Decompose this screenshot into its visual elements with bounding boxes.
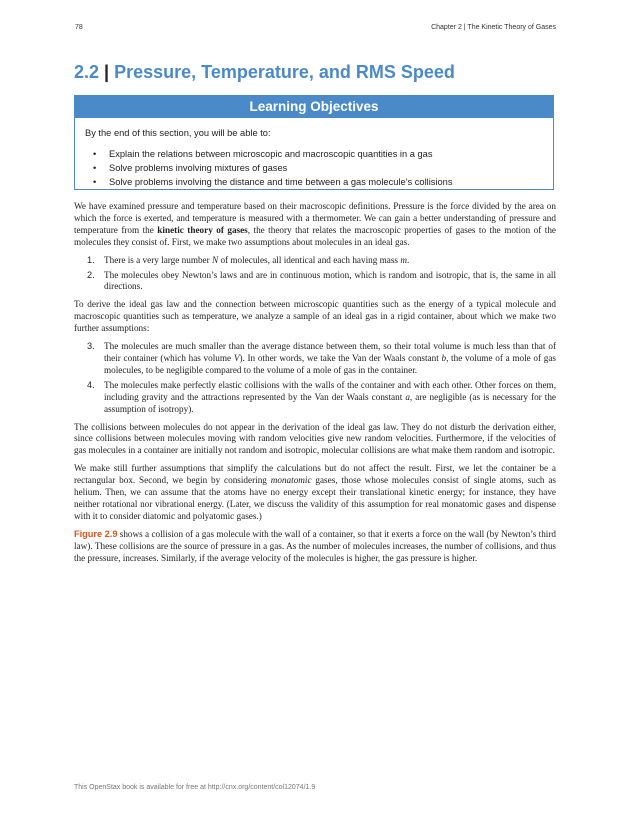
assumption-item: [74, 380, 556, 416]
section-title: [74, 62, 455, 83]
assumption-list-2: [74, 341, 556, 415]
text-run: There is a very large number: [104, 254, 212, 265]
paragraph-figure-description: [74, 529, 556, 565]
assumption-item: [74, 341, 556, 377]
text-run: ). In other words, we take the Van der Waals constant: [239, 352, 442, 363]
variable-b: b: [441, 352, 447, 363]
paragraph-further-assumptions: [74, 463, 556, 523]
bullet-icon: •: [93, 177, 97, 187]
list-number: 1.: [87, 254, 95, 265]
footer-text: This OpenStax book is available for free at http://cnx.org/content/col12074/1.9: [74, 784, 316, 791]
learning-objective-item: [85, 147, 453, 161]
text-run: We have examined pressure and temperature based on their macroscopic definitions. Pressure is the force divided by the area on which the force is exerted, and temperature is measured with a thermometer. We can gain a better understanding of pressure and temperature from the: [74, 201, 556, 235]
figure-link[interactable]: Figure 2.9: [74, 528, 118, 539]
learning-objectives-intro: By the end of this section, you will be able to:: [85, 128, 271, 138]
bullet-icon: •: [93, 163, 97, 173]
text-run: shows a collision of a gas molecule with the wall of a container, so that it exerts a force on the wall (by Newton’s third law). These collisions are the source of pressure in a gas. As the number of molecules increases, the number of collisions, and thus the pressure, increases. Similarly, if the average velocity of the molecules is higher, the gas pressure is higher.: [74, 528, 557, 563]
paragraph-derivation: To derive the ideal gas law and the connection between microscopic quantities such as the energy of a typical molecule and macroscopic quantities such as temperature, we analyze a sample of an ideal gas in a rigid container, about which we make two further assumptions:: [74, 299, 556, 334]
variable-n: N: [212, 254, 219, 265]
paragraph-intro: [74, 201, 556, 249]
assumption-list-1: [74, 255, 556, 294]
paragraph-collisions: The collisions between molecules do not appear in the derivation of the ideal gas law. They do not disturb the derivation either, since collisions between molecules moving with random velocities give new random velocities. Furthermore, if the velocities of gas molecules in a container are initially not random and isotropic, molecular collisions are what make them random and isotropic.: [74, 421, 556, 456]
learning-objective-text: Solve problems involving mixtures of gases: [109, 163, 288, 173]
assumption-item: [74, 270, 556, 294]
bullet-icon: •: [93, 149, 97, 159]
text-run: The molecules are much smaller than the average distance between them, so their total volume is much less than that of their container (which has volume: [104, 341, 556, 363]
text-run: , are negligible (as is necessary for the assumption of isotropy).: [104, 391, 556, 414]
section-separator: |: [104, 62, 110, 82]
text-run: gases, those whose molecules consist of single atoms, such as helium. Then, we can assume that the atoms have no energy except their translational kinetic energy; for instance, they have neither rotational nor vibrational energy. (Later, we discuss the validity of this assumption for real monatomic gases and dispense with it to consider diatomic and polyatomic gases.): [74, 475, 556, 521]
text-run: We make still further assumptions that simplify the calculations but do not affect the result. First, we let the container be a rectangular box. Second, we begin by considering: [74, 463, 556, 486]
learning-objective-item: [85, 175, 453, 189]
text-run: , the theory that relates the macroscopic properties of gases to the motion of the molecules they consist of. First, we make two assumptions about molecules in an ideal gas.: [74, 224, 556, 247]
learning-objective-text: Solve problems involving the distance and time between a gas molecule’s collisions: [109, 177, 453, 187]
learning-objective-text: Explain the relations between microscopic and macroscopic quantities in a gas: [109, 149, 433, 159]
text-run: of molecules, all identical and each having mass: [218, 254, 401, 265]
list-number: 3.: [87, 341, 95, 352]
body-text: [74, 201, 556, 570]
text-run: .: [406, 254, 410, 265]
variable-v: V: [233, 352, 240, 363]
text-run: The molecules make perfectly elastic collisions with the walls of the container and with each other. Other forces on them, including gravity and the attractions represented by the Van der Waals constant: [104, 379, 556, 402]
section-title-text: Pressure, Temperature, and RMS Speed: [114, 62, 455, 82]
learning-objective-item: [85, 161, 453, 175]
term-monatomic: monatomic: [270, 475, 312, 486]
variable-m: m: [400, 254, 407, 265]
text-run: , the volume of a mole of gas molecules, to be negligible compared to the volume of a mole of gas in the container.: [104, 352, 556, 375]
learning-objectives-box: [74, 95, 554, 190]
assumption-item: [74, 255, 556, 267]
list-number: 4.: [87, 379, 95, 390]
list-number: 2.: [87, 269, 95, 280]
learning-objectives-heading: Learning Objectives: [75, 96, 553, 118]
text-run: The molecules obey Newton’s laws and are in continuous motion, which is random and isotropic, that is, the same in all directions.: [104, 269, 556, 292]
term-kinetic-theory: kinetic theory of gases: [157, 224, 248, 235]
learning-objectives-list: [85, 147, 453, 189]
variable-a: a: [405, 391, 410, 402]
page-number: 78: [75, 24, 83, 31]
section-number: 2.2: [74, 62, 100, 82]
running-head: Chapter 2 | The Kinetic Theory of Gases: [431, 24, 556, 31]
